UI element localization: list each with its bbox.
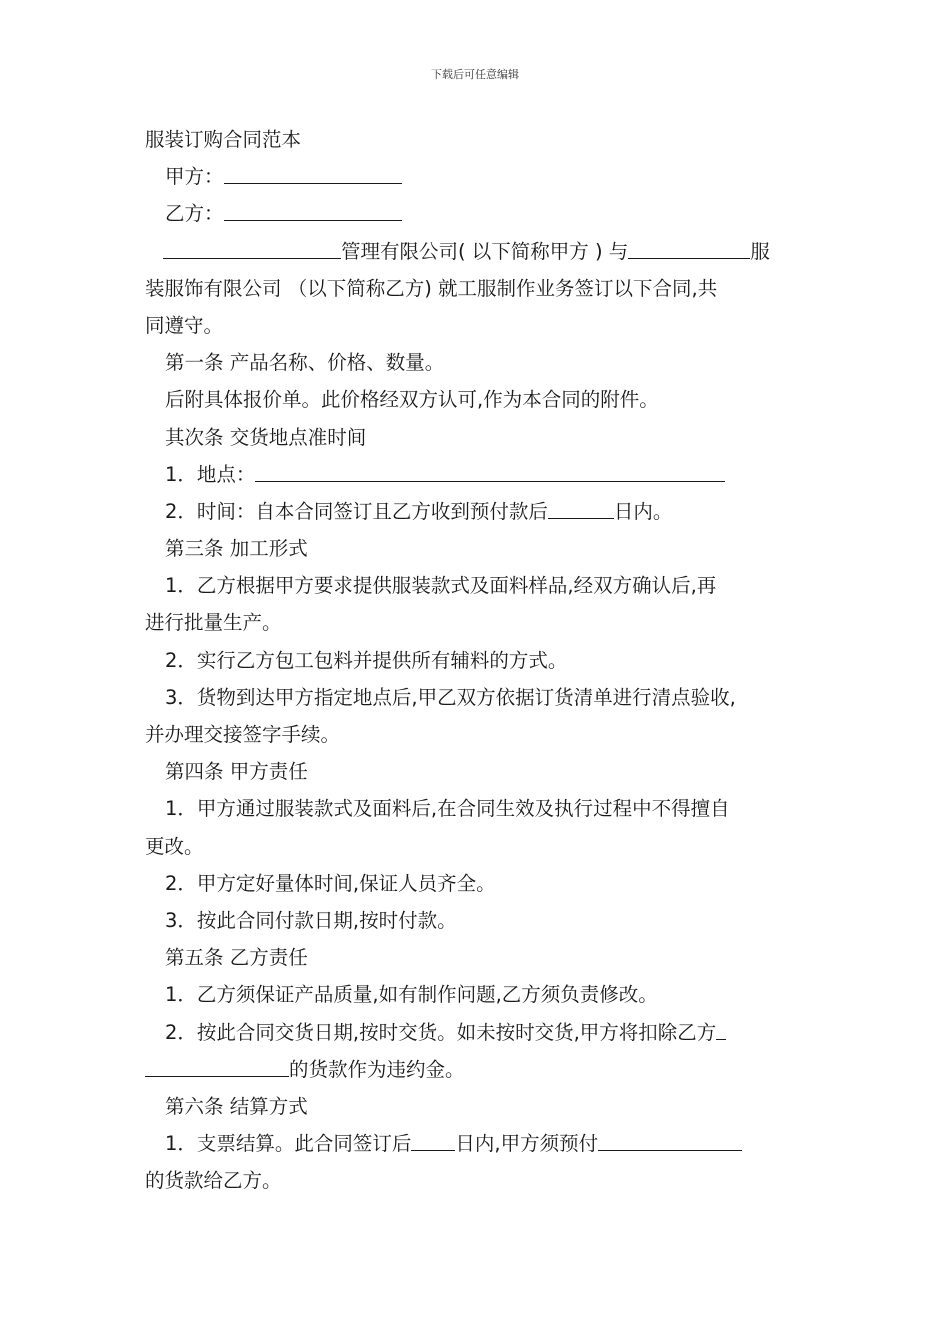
party-a-company-blank[interactable] bbox=[163, 234, 341, 259]
article-3-item-1-line-1: 1．乙方根据甲方要求提供服装款式及面料样品,经双方确认后,再 bbox=[165, 574, 717, 598]
intro-line-1 bbox=[145, 233, 813, 270]
document-title: 服装订购合同范本 bbox=[145, 128, 302, 151]
intro-line-3: 同遵守。 bbox=[145, 313, 224, 337]
payment-days-blank[interactable] bbox=[411, 1126, 455, 1151]
payment-text-2: 日内,甲方须预付 bbox=[455, 1132, 599, 1156]
article-3-item-2: 2．实行乙方包工包料并提供所有辅料的方式。 bbox=[165, 648, 568, 672]
article-4-item-1-line-2: 更改。 bbox=[145, 834, 204, 858]
article-1-heading: 第一条 产品名称、价格、数量。 bbox=[165, 351, 445, 375]
party-b-line bbox=[145, 195, 813, 232]
location-label: 1．地点： bbox=[165, 462, 256, 486]
delivery-time-text: 2．时间：自本合同签订且乙方收到预付款后 bbox=[165, 499, 548, 523]
contract-body bbox=[145, 121, 813, 1199]
article-3-item-1-line-2: 进行批量生产。 bbox=[145, 611, 282, 635]
prepayment-amount-blank[interactable] bbox=[598, 1126, 742, 1151]
article-5-item-2-line-1 bbox=[145, 1014, 813, 1051]
article-5-item-1: 1．乙方须保证产品质量,如有制作问题,乙方须负责修改。 bbox=[165, 983, 658, 1007]
article-6-item-1-line-2: 的货款给乙方。 bbox=[145, 1169, 282, 1193]
article-5-item-2-line-2 bbox=[145, 1051, 813, 1088]
delivery-time-suffix: 日内。 bbox=[613, 499, 673, 523]
party-b-blank[interactable] bbox=[224, 196, 402, 221]
page-header-note: 下载后可任意编辑 bbox=[431, 68, 519, 81]
party-b-company-blank[interactable] bbox=[628, 234, 750, 259]
party-a-label: 甲方： bbox=[165, 165, 224, 189]
article-4-item-1-line-1: 1．甲方通过服装款式及面料后,在合同生效及执行过程中不得擅自 bbox=[165, 797, 730, 821]
penalty-blank-start[interactable] bbox=[716, 1015, 726, 1040]
payment-text-1: 1．支票结算。此合同签订后 bbox=[165, 1132, 412, 1156]
intro-part1: 管理有限公司( 以下简称甲方 ) 与 bbox=[341, 239, 629, 263]
article-1-text: 后附具体报价单。此价格经双方认可,作为本合同的附件。 bbox=[165, 388, 659, 412]
party-b-label: 乙方： bbox=[165, 202, 224, 226]
intro-part2: 服 bbox=[750, 239, 770, 263]
article-6-item-1-line-1 bbox=[145, 1125, 813, 1162]
article-4-item-3: 3．按此合同付款日期,按时付款。 bbox=[165, 908, 457, 932]
intro-line-2: 装服饰有限公司 （以下简称乙方) 就工服制作业务签订以下合同,共 bbox=[145, 276, 718, 300]
article-2-item-1 bbox=[145, 456, 813, 493]
delivery-days-blank[interactable] bbox=[548, 494, 614, 519]
late-delivery-text: 2．按此合同交货日期,按时交货。如未按时交货,甲方将扣除乙方 bbox=[165, 1020, 717, 1044]
article-3-item-3-line-2: 并办理交接签字手续。 bbox=[145, 723, 341, 746]
article-4-item-2: 2．甲方定好量体时间,保证人员齐全。 bbox=[165, 871, 496, 895]
party-a-line bbox=[145, 158, 813, 195]
article-3-heading: 第三条 加工形式 bbox=[165, 537, 308, 561]
party-a-blank[interactable] bbox=[224, 159, 402, 184]
article-6-heading: 第六条 结算方式 bbox=[165, 1094, 308, 1118]
penalty-amount-blank[interactable] bbox=[145, 1052, 289, 1077]
article-5-heading: 第五条 乙方责任 bbox=[165, 946, 308, 970]
penalty-suffix: 的货款作为违约金。 bbox=[289, 1057, 465, 1081]
article-2-heading: 其次条 交货地点准时间 bbox=[165, 425, 367, 449]
article-4-heading: 第四条 甲方责任 bbox=[165, 760, 308, 784]
article-3-item-3-line-1: 3．货物到达甲方指定地点后,甲乙双方依据订货清单进行清点验收, bbox=[165, 685, 736, 709]
location-blank[interactable] bbox=[255, 457, 725, 482]
article-2-item-2 bbox=[145, 493, 813, 530]
